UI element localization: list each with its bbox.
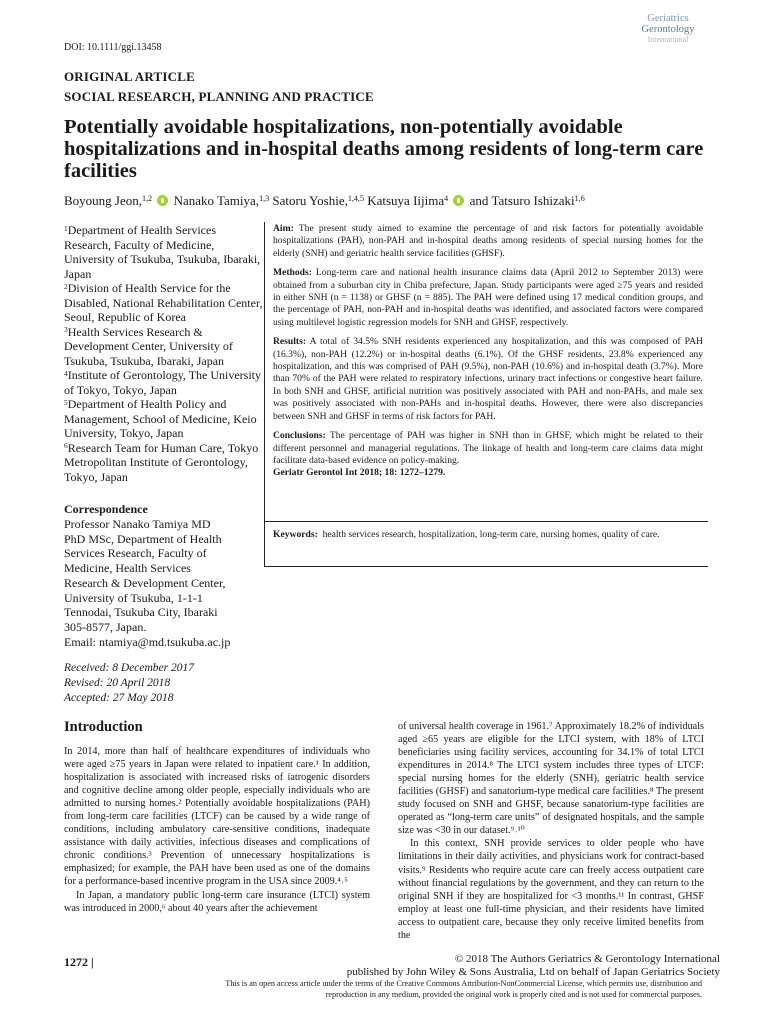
affiliation-item [64,281,264,325]
affiliation-number: 4 [64,368,68,378]
body-paragraph: In Japan, a mandatory public long-term care insurance (LTCI) system was introduced in 2000,⁶ about 40 years after the achievement [64,889,370,914]
license-line: This is an open access article under the terms of the Creative Commons Attribution-NonCommercial License, which permits use, distribution and [225,979,702,988]
affiliation-item [64,223,264,281]
aim-text: The present study aimed to examine the percentage of and risk factors for potentially avoidable hospitalizations (PAH), non-PAH and in-hospital deaths among residents of special nursing homes for the elderly (SNH) and geriatric health service facilities (GHSF). [273,223,703,259]
author-name: Satoru Yoshie, [272,193,348,208]
correspondence-line: 305-8577, Japan. [64,619,147,634]
affiliation-item [64,325,264,369]
correspondence-line: Tennodai, Tsukuba City, Ibaraki [64,605,218,620]
abstract-aim [273,223,703,260]
logo-line-1: Geriatrics [647,13,689,24]
methods-text: Long-term care and national health insurance claims data (April 2012 to September 2013) were obtained from a suburban city in Chiba prefecture, Japan. Study participants were aged ≥75 years and resided in either SNH (n = 1138) or GHSF (n = 885). The PAH were defined using 17 medical condition groups, and the percentage of PAH, non-PAH and in-hospital deaths was identified, and associated factors were compared using multilevel logistic regression models for SNH and GHSF, respectively. [273,267,703,328]
author-affiliation: 1,4,5 [347,194,364,204]
copyright-notice [290,953,720,979]
correspondence-line: PhD MSc, Department of Health [64,531,222,546]
doi: DOI: 10.1111/ggi.13458 [64,42,162,53]
revised-date: Revised: 20 April 2018 [64,677,171,689]
article-type: ORIGINAL ARTICLE [64,69,195,84]
keywords-text: health services research, hospitalization, long-term care, nursing homes, quality of care. [322,529,660,540]
correspondence-line: Research & Development Center, [64,575,226,590]
license-line: reproduction in any medium, provided the original work is properly cited and is not used for commercial purposes. [325,990,702,1000]
journal-logo [630,13,706,44]
affiliation-number: 5 [64,397,68,407]
conclusions-text: The percentage of PAH was higher in SNH than in GHSF, which might be related to their different personnel and managerial regulations. The linkage of health and long-term care claims data might facilitate data-based evidence on policy-making. [273,430,703,466]
affiliations [64,223,264,484]
abstract-conclusions [273,430,703,480]
author-affiliation: 1,6 [574,194,585,204]
affiliation-text: Division of Health Service for the Disabled, National Rehabilitation Center, Seoul, Republic of Korea [64,281,263,324]
body-paragraph: In this context, SNH provide services to older people who have limitations in their daily activities, and physicians work for contract-based visits.⁹ Residents who require acute care can freely access outpatient care without financial regulations by the government, and they can return to the original SNH if they are hospitalized for <3 months.¹¹ In contrast, GHSF employ at least one full-time physician, and their residents have limited access to outpatient care, because they only receive limited benefits from the [398,838,704,941]
results-label: Results: [273,336,307,348]
accepted-date: Accepted: 27 May 2018 [64,692,174,704]
author-name: Boyoung Jeon, [64,193,142,208]
body-column-right [398,720,704,942]
license-notice [80,978,702,1001]
citation: Geriatr Gerontol Int 2018; 18: 1272–1279. [273,467,446,479]
affiliation-text: Research Team for Human Care, Tokyo Metropolitan Institute of Gerontology, Tokyo, Japan [64,440,259,484]
author-affiliation: 1,3 [259,194,270,204]
methods-label: Methods: [273,267,312,279]
orcid-icon[interactable] [453,195,464,206]
affiliation-text: Department of Health Services Research, Faculty of Medicine, University of Tsukuba, Tsukuba, Ibaraki, Japan [64,223,261,281]
aim-label: Aim: [273,223,294,234]
abstract-results [273,336,703,423]
introduction-heading: Introduction [64,719,143,735]
affiliation-text: Health Services Research & Development Center, University of Tsukuba, Tsukuba, Ibaraki, Japan [64,324,233,368]
correspondence-line: Professor Nanako Tamiya MD [64,517,211,531]
conclusions-label: Conclusions: [273,430,326,442]
author-name: and Tatsuro Ishizaki [469,193,575,208]
copyright-line: © 2018 The Authors Geriatrics & Gerontology International [454,953,720,965]
author-name: Nanako Tamiya, [173,193,260,208]
received-date: Received: 8 December 2017 [64,662,194,674]
publisher-line: published by John Wiley & Sons Australia, Ltd on behalf of Japan Geriatrics Society [346,966,720,978]
article-title: Potentially avoidable hospitalizations, non-potentially avoidable hospitalizations and in-hospital deaths among residents of long-term care facilities [64,116,704,182]
affiliation-number: 2 [64,281,68,291]
article-section: SOCIAL RESEARCH, PLANNING AND PRACTICE [64,89,374,104]
body-paragraph: In 2014, more than half of healthcare expenditures of individuals who were aged ≥75 years in Japan were related to inpatient care.¹ In addition, hospitalization is associated with increased risks of iatrogenic disorders and cognitive decline among older people, especially individuals who are admitted to nursing homes.² Potentially avoidable hospitalizations (PAH) from long-term care facilities (LTCF) can be caused by a wide range of conditions, including ambulatory care-sensitive conditions, inadequate assistance with daily activities, infectious diseases and complications of chronic conditions.³ Prevention of unnecessary hospitalizations is emphasized; for example, the PAH have been used as one of the domains for a performance-based incentive program in the USA since 2009.⁴˒⁵ [64,746,370,888]
results-text: A total of 34.5% SNH residents experienced any hospitalization, and this was composed of PAH (16.3%), non-PAH (12.2%) or in-hospital deaths (6.1%). Of the GHSF residents, 23.8% experienced any hospitalization, and this was comprised of PAH (9.5%), non-PAH (10.6%) and in-hospital death (3.7%). More than 70% of the PAH were related to respiratory infections, urinary tract infections or congestive heart failure. In both SNH and GHSF, artificial nutrition was positively associated with PAH and non-PAHs, and male sex was positively associated with non-PAHs and in-hospital deaths. However, there were also discrepancies between SNH and GHSF in terms of risk factors for PAH. [273,336,703,422]
affiliation-number: 3 [64,325,68,335]
affiliation-item [64,397,264,441]
affiliation-number: 6 [64,441,68,451]
keywords [273,529,703,541]
correspondence-line: Medicine, Health Services [64,561,191,576]
page-number: 1272 | [64,955,94,969]
body-paragraph: of universal health coverage in 1961.⁷ Approximately 18.2% of individuals aged ≥65 years are eligible for the LTCI system, with 18% of LTCI beneficiaries using facility services, accounting for 34.1% of total LTCI expenditures in 2014.⁸ The LTCI system includes three types of LTCF: special nursing homes for the elderly (SNH), geriatric health service facilities (GHSF) and sanatorium-type medical care facilities.⁸ The present study focused on SNH and GHSF, because sanatorium-type facilities are operated as “long-term care units” of designated hospitals, and the sample size was <30 in our dataset.⁹˒¹⁰ [398,721,704,837]
affiliation-number: 1 [64,223,68,233]
correspondence-line: Services Research, Faculty of [64,546,207,561]
logo-line-3: International [647,35,689,44]
keywords-label: Keywords: [273,529,318,540]
logo-line-2: Gerontology [641,24,695,35]
affiliation-item [64,368,264,397]
correspondence-details [64,517,264,649]
abstract [273,223,703,487]
author-affiliation: 1,2 [142,194,153,204]
affiliation-text: Department of Health Policy and Management, School of Medicine, Keio University, Tokyo, Japan [64,397,257,440]
affiliation-text: Institute of Gerontology, The University of Tokyo, Tokyo, Japan [64,368,262,397]
article-dates [64,661,194,706]
author-affiliation: 4 [444,194,449,204]
orcid-icon[interactable] [157,195,168,206]
affiliation-item [64,441,264,485]
author-name: Katsuya Iijima [367,193,445,208]
correspondence-heading: Correspondence [64,502,148,516]
body-column-left [64,745,370,915]
author-list [64,193,724,209]
correspondence-line: University of Tsukuba, 1-1-1 [64,590,203,605]
correspondence-email[interactable]: Email: ntamiya@md.tsukuba.ac.jp [64,634,231,649]
abstract-methods [273,267,703,329]
